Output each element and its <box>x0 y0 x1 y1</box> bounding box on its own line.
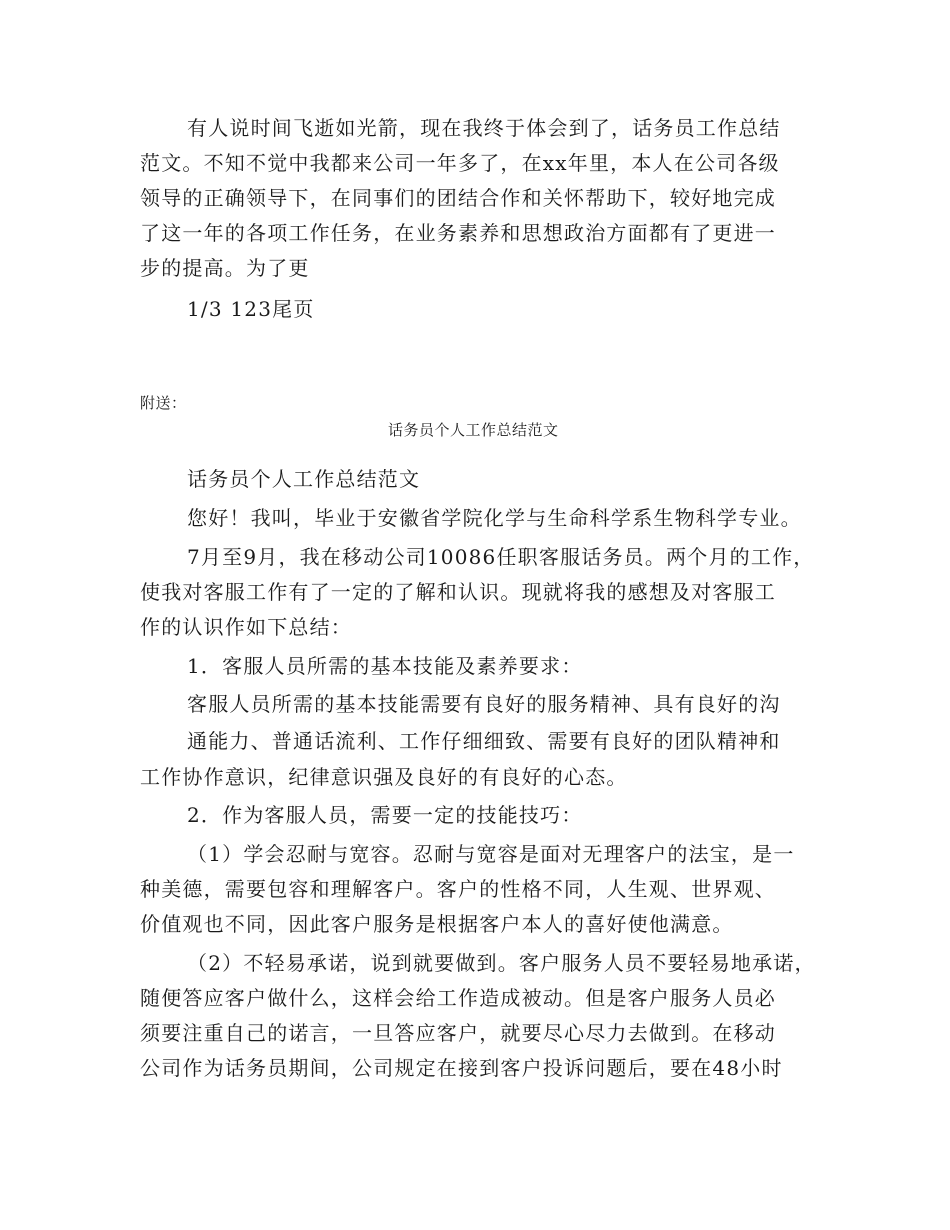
body-line: 客服人员所需的基本技能需要有良好的服务精神、具有良好的沟 <box>187 692 781 716</box>
body-line: 作的认识作如下总结： <box>140 615 352 639</box>
body-heading: 话务员个人工作总结范文 <box>187 467 421 491</box>
body-line: 种美德，需要包容和理解客户。客户的性格不同，人生观、世界观、 <box>140 877 776 901</box>
body-line: 工作协作意识，纪律意识强及良好的有良好的心态。 <box>140 765 628 789</box>
pagination: 1/3 123尾页 <box>187 297 315 321</box>
appendix-title: 话务员个人工作总结范文 <box>388 421 559 439</box>
body-line: 随便答应客户做什么，这样会给工作造成被动。但是客户服务人员必 <box>140 986 776 1010</box>
body-line: （2）不轻易承诺，说到就要做到。客户服务人员不要轻易地承诺， <box>187 951 816 975</box>
intro-line: 范文。不知不觉中我都来公司一年多了，在xx年里，本人在公司各级 <box>140 151 780 175</box>
intro-line: 步的提高。为了更 <box>140 256 310 280</box>
body-line: 公司作为话务员期间，公司规定在接到客户投诉问题后，要在48小时 <box>140 1056 783 1080</box>
body-line: （1）学会忍耐与宽容。忍耐与宽容是面对无理客户的法宝，是一 <box>187 842 795 866</box>
section-heading: 1．客服人员所需的基本技能及素养要求： <box>187 654 583 678</box>
body-line: 您好！我叫，毕业于安徽省学院化学与生命科学系生物科学专业。 <box>187 506 802 530</box>
body-line: 7月至9月，我在移动公司10086任职客服话务员。两个月的工作， <box>187 545 815 569</box>
appendix-label: 附送： <box>140 394 187 412</box>
intro-line: 领导的正确领导下，在同事们的团结合作和关怀帮助下，较好地完成 <box>140 186 776 210</box>
body-line: 使我对客服工作有了一定的了解和认识。现就将我的感想及对客服工 <box>140 580 776 604</box>
body-line: 通能力、普通话流利、工作仔细细致、需要有良好的团队精神和 <box>187 729 781 753</box>
intro-line: 了这一年的各项工作任务，在业务素养和思想政治方面都有了更进一 <box>140 221 776 245</box>
body-line: 须要注重自己的诺言，一旦答应客户，就要尽心尽力去做到。在移动 <box>140 1021 776 1045</box>
intro-line: 有人说时间飞逝如光箭，现在我终于体会到了，话务员工作总结 <box>187 116 781 140</box>
section-heading: 2．作为客服人员，需要一定的技能技巧： <box>187 803 583 827</box>
body-line: 价值观也不同，因此客户服务是根据客户本人的喜好使他满意。 <box>140 912 734 936</box>
